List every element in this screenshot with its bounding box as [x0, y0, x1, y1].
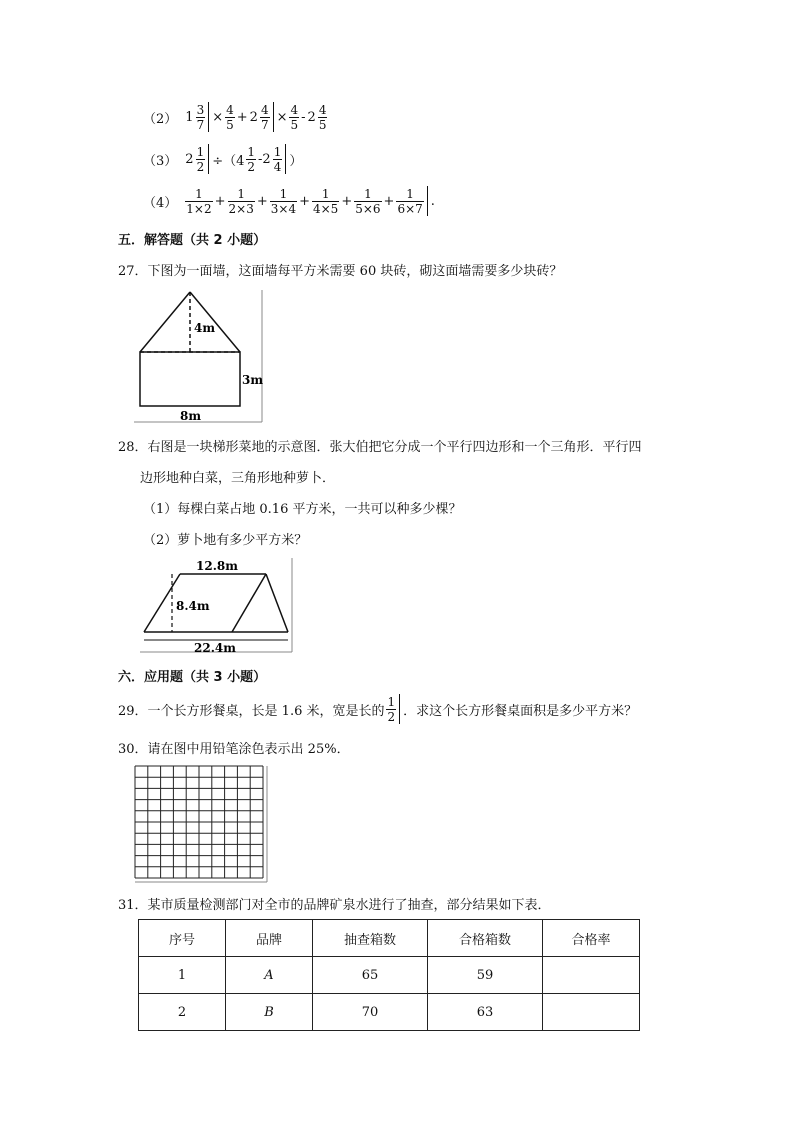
section-title-5: 五．解答题（共 2 小题） — [118, 233, 267, 248]
wall-figure — [132, 288, 272, 424]
height-label: 4m — [194, 321, 216, 335]
fraction: $\frac{1}{2}$ — [196, 144, 205, 174]
table-cell — [543, 957, 640, 994]
fraction: $\frac{4}{5}$ — [226, 102, 234, 132]
inspection-table — [138, 919, 640, 1031]
fraction: $\frac{1}{2}$ — [387, 694, 396, 724]
q26-part3-label: （3） — [143, 153, 178, 169]
fraction-term: $\frac{1}{2\times 3}$ — [228, 186, 254, 216]
top-label: 12.8m — [196, 559, 238, 573]
table-cell: 2 — [139, 994, 226, 1031]
table-cell — [543, 994, 640, 1031]
question-29-text-pre: 29．一个长方形餐桌，长是 1.6 米，宽是长的 — [118, 703, 385, 719]
height-label: 8.4m — [176, 599, 210, 613]
q26-part3 — [143, 144, 302, 174]
trapezoid-figure — [138, 556, 298, 656]
fraction: $\frac{4}{5}$ — [318, 102, 327, 132]
frame-line — [399, 694, 400, 724]
grid-lines — [135, 766, 263, 878]
fraction: $\frac{4}{7}$ — [260, 102, 269, 132]
fraction: $\frac{4}{5}$ — [290, 102, 299, 132]
whole-number: 2 — [307, 109, 316, 125]
fraction-term: $\frac{1}{3\times 4}$ — [270, 186, 297, 216]
operator: + — [383, 193, 395, 209]
header-cell: 品牌 — [226, 920, 313, 957]
question-28-sub2: （2）萝卜地有多少平方米？ — [143, 533, 308, 548]
bottom-label: 22.4m — [194, 641, 236, 655]
q26-part4 — [143, 186, 435, 216]
period: . — [430, 193, 435, 209]
frame-line — [208, 144, 209, 174]
table-header-row — [139, 920, 640, 957]
fraction-term: $\frac{1}{5\times 6}$ — [355, 186, 381, 216]
expression-text: -2 — [258, 151, 271, 167]
section-title-6: 六．应用题（共 3 小题） — [118, 670, 267, 685]
table-row — [139, 957, 640, 994]
expression-text: ÷（4 — [212, 153, 245, 169]
question-28-line2: 边形地种白菜，三角形地种萝卜． — [140, 471, 336, 486]
table-row — [139, 994, 640, 1031]
table-cell: 63 — [428, 994, 543, 1031]
question-28-line1: 28．右图是一块梯形菜地的示意图．张大伯把它分成一个平行四边形和一个三角形．平行四 — [118, 440, 642, 455]
frame-line — [273, 102, 274, 132]
q26-part2 — [143, 102, 327, 132]
operator: + — [214, 193, 226, 209]
table-cell: 1 — [139, 957, 226, 994]
question-31-text: 31．某市质量检测部门对全市的品牌矿泉水进行了抽查，部分结果如下表． — [118, 898, 551, 913]
operator: × — [212, 109, 224, 125]
header-cell: 合格箱数 — [428, 920, 543, 957]
operator: + — [299, 193, 310, 209]
header-cell: 合格率 — [543, 920, 640, 957]
divider-edge — [232, 574, 266, 632]
whole-number: 2 — [249, 109, 258, 125]
frame-line — [208, 102, 209, 132]
table-cell: 65 — [313, 957, 428, 994]
q26-part4-label: （4） — [143, 195, 178, 211]
fraction: $\frac{3}{7}$ — [196, 102, 205, 132]
q26-part2-label: （2） — [143, 111, 178, 127]
table-cell: 70 — [313, 994, 428, 1031]
right-edge — [266, 574, 288, 632]
table-cell: B — [226, 994, 313, 1031]
table-cell: 59 — [428, 957, 543, 994]
question-28-sub1: （1）每棵白菜占地 0.16 平方米，一共可以种多少棵？ — [143, 502, 462, 517]
side-label: 3m — [242, 373, 264, 387]
header-cell: 抽查箱数 — [313, 920, 428, 957]
operator: + — [256, 193, 268, 209]
operator: - — [301, 109, 306, 125]
hundred-grid — [133, 764, 273, 886]
frame-line — [427, 186, 428, 216]
question-29 — [118, 694, 637, 724]
table-cell: A — [226, 957, 313, 994]
header-cell: 序号 — [139, 920, 226, 957]
roof-left-edge — [140, 292, 190, 352]
fraction-term: $\frac{1}{6\times 7}$ — [397, 186, 423, 216]
question-30-text: 30．请在图中用铅笔涂色表示出 25%． — [118, 742, 350, 757]
whole-number: 1 — [185, 109, 194, 125]
question-27-text: 27．下图为一面墙，这面墙每平方米需要 60 块砖，砌这面墙需要多少块砖？ — [118, 264, 563, 279]
left-edge — [144, 574, 180, 632]
fraction: $\frac{1}{2}$ — [247, 144, 256, 174]
frame-line — [285, 144, 286, 174]
fraction-term: $\frac{1}{1\times 2}$ — [186, 186, 212, 216]
operator: + — [341, 193, 353, 209]
operator: + — [236, 109, 248, 125]
question-29-text-post: ．求这个长方形餐桌面积是多少平方米？ — [403, 703, 638, 719]
closing-paren: ） — [289, 153, 303, 169]
fraction: $\frac{1}{4}$ — [273, 144, 282, 174]
fraction-term: $\frac{1}{4\times 5}$ — [312, 186, 339, 216]
whole-number: 2 — [185, 151, 194, 167]
wall-rectangle — [140, 352, 240, 406]
base-label: 8m — [180, 409, 202, 423]
operator: × — [276, 109, 288, 125]
